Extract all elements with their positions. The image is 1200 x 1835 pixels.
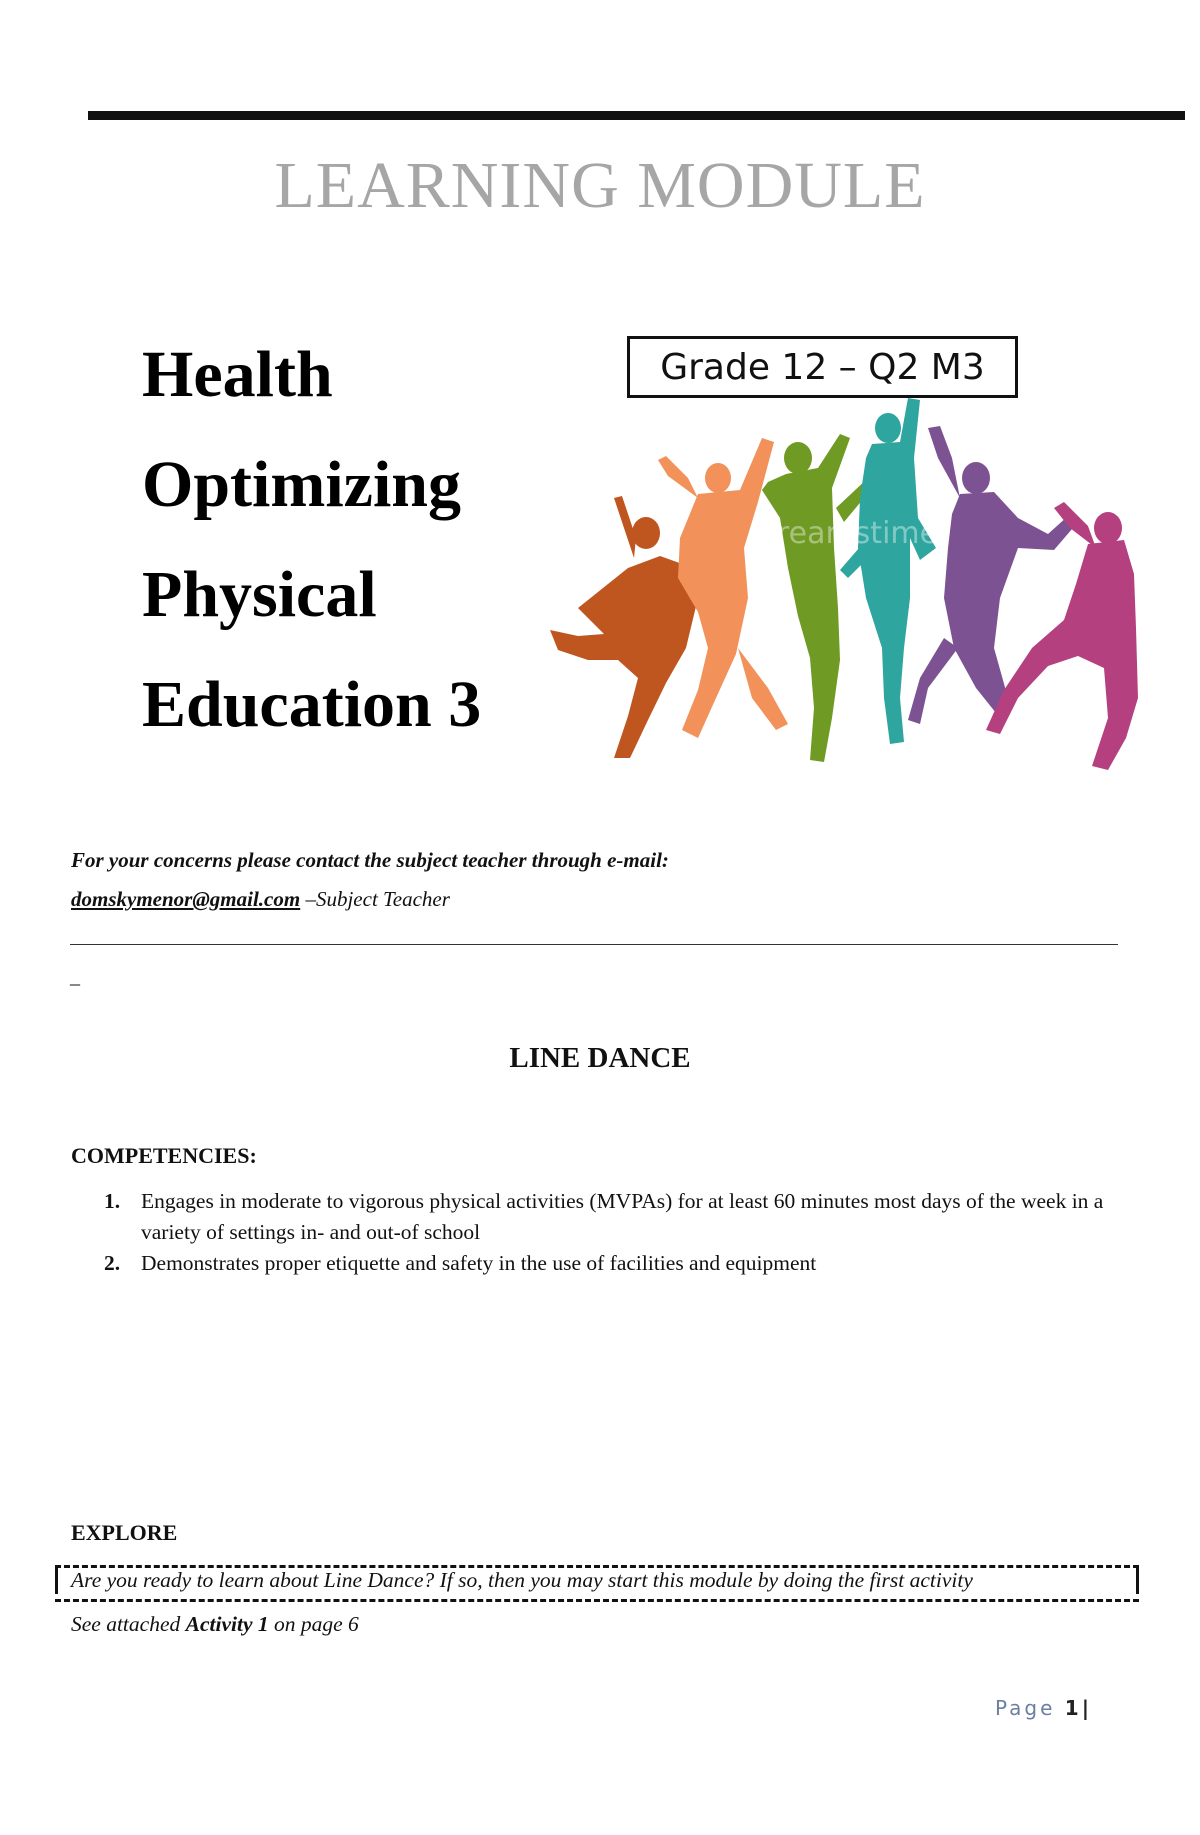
competencies-list [104,1186,1114,1279]
subject-title-line: Physical [142,558,377,631]
dash-mark: _ [70,966,80,988]
explore-heading: EXPLORE [71,1520,178,1545]
box-left-edge [55,1567,58,1594]
activity-reference-suffix: on page 6 [268,1612,359,1636]
competency-text: Demonstrates proper etiquette and safety in the use of facilities and equipment [141,1251,817,1275]
image-watermark: dreamstime [757,516,939,551]
competency-number: 2. [104,1251,121,1275]
subject-title-line: Optimizing [142,448,462,521]
module-title: LEARNING MODULE [274,149,926,222]
activity-reference-prefix: See attached [71,1612,186,1636]
grade-label: Grade 12 – Q2 M3 [660,346,985,388]
dancers-illustration [548,398,1138,772]
lesson-title: LINE DANCE [509,1042,691,1074]
top-rule [88,111,1185,120]
divider-line [70,944,1118,945]
competency-number: 1. [104,1189,121,1213]
contact-role: –Subject Teacher [300,887,450,911]
page-number: 1 [1064,1696,1082,1720]
competency-text: Engages in moderate to vigorous physical activities (MVPAs) for at least 60 minutes most days of the week in a variety of settings in- and out-of school [141,1189,1104,1244]
page-separator: | [1081,1696,1093,1720]
subject-title-line: Education 3 [142,668,482,741]
email-link[interactable]: domskymenor@gmail.com [71,887,301,911]
page-label: Page [995,1696,1056,1720]
contact-details [71,887,669,912]
competencies-heading: COMPETENCIES: [71,1143,257,1168]
subject-title-line: Health [142,338,333,411]
explore-prompt: Are you ready to learn about Line Dance? If so, then you may start this module by doing the first activity [71,1568,973,1592]
dancer-figure [908,426,1078,724]
box-right-edge [1136,1567,1139,1594]
activity-reference [71,1612,359,1637]
page-footer [995,1696,1092,1720]
subject-title [142,320,481,760]
contact-instruction: For your concerns please contact the subject teacher through e-mail: [71,848,669,872]
competency-item [104,1248,1114,1279]
grade-badge [627,336,1018,398]
competency-item [104,1186,1114,1248]
contact-block [71,848,669,912]
activity-name: Activity 1 [185,1612,269,1636]
